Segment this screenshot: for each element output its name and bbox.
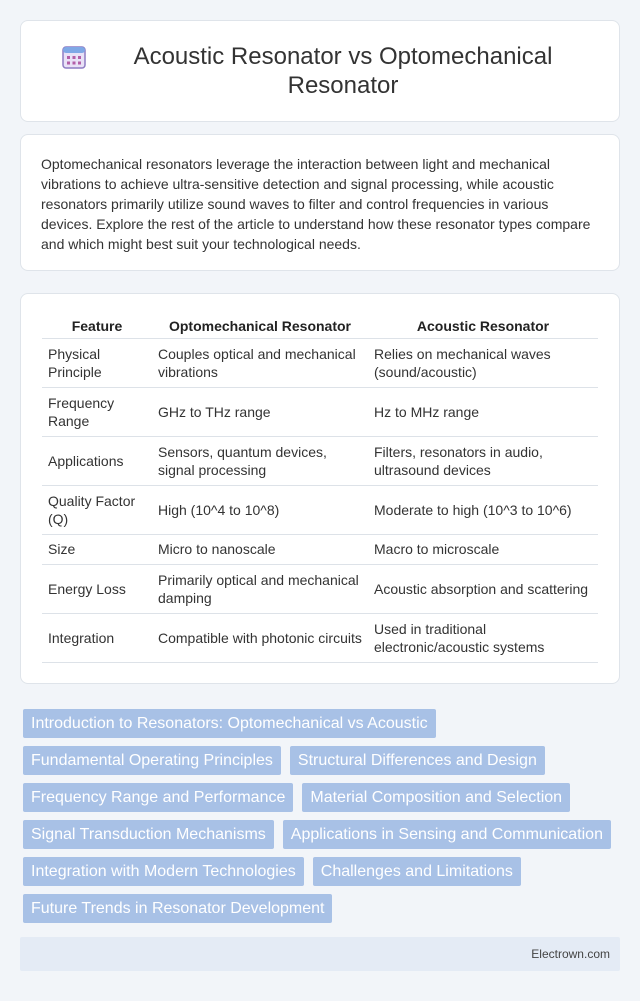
- table-row: [42, 387, 598, 436]
- table-cell: Physical Principle: [42, 338, 152, 387]
- table-row: [42, 485, 598, 534]
- table-cell: Applications: [42, 436, 152, 485]
- comparison-table-card: [20, 293, 620, 684]
- table-cell: Moderate to high (10^3 to 10^6): [368, 485, 598, 534]
- table-cell: Integration: [42, 613, 152, 662]
- page-title: Acoustic Resonator vs Optomechanical Resonator: [133, 43, 553, 99]
- header-acoustic: Acoustic Resonator: [368, 314, 598, 338]
- comparison-table: [42, 314, 598, 663]
- topic-tag[interactable]: Signal Transduction Mechanisms: [23, 820, 274, 849]
- table-cell: Relies on mechanical waves (sound/acoustic): [368, 338, 598, 387]
- table-row: [42, 534, 598, 564]
- footer: [20, 937, 620, 971]
- topic-tag[interactable]: Material Composition and Selection: [302, 783, 570, 812]
- calendar-grid-icon: [61, 44, 87, 70]
- table-cell: Quality Factor (Q): [42, 485, 152, 534]
- table-row: [42, 564, 598, 613]
- table-cell: Primarily optical and mechanical damping: [152, 564, 368, 613]
- table-cell: Micro to nanoscale: [152, 534, 368, 564]
- table-cell: Sensors, quantum devices, signal processing: [152, 436, 368, 485]
- table-cell: Hz to MHz range: [368, 387, 598, 436]
- topic-tag[interactable]: Structural Differences and Design: [290, 746, 545, 775]
- header-feature: Feature: [42, 314, 152, 338]
- table-header-row: [42, 314, 598, 338]
- tag-row: [23, 820, 620, 849]
- footer-source[interactable]: Electrown.com: [531, 947, 610, 961]
- table-cell: Couples optical and mechanical vibrations: [152, 338, 368, 387]
- topic-tag[interactable]: Fundamental Operating Principles: [23, 746, 281, 775]
- topic-tag[interactable]: Applications in Sensing and Communication: [283, 820, 611, 849]
- table-row: [42, 436, 598, 485]
- table-cell: Energy Loss: [42, 564, 152, 613]
- table-cell: Compatible with photonic circuits: [152, 613, 368, 662]
- intro-paragraph: Optomechanical resonators leverage the interaction between light and mechanical vibrations to achieve ultra-sensitive detection and signal processing, while acoustic resonators primarily utilize sound waves to filter and control frequencies in various devices. Explore the rest of the article to understand how these resonator types compare and which might best suit your technological needs.: [41, 156, 591, 252]
- header-optomechanical: Optomechanical Resonator: [152, 314, 368, 338]
- table-cell: Frequency Range: [42, 387, 152, 436]
- tag-row: [23, 783, 620, 812]
- title-wrap: [61, 42, 579, 100]
- table-row: [42, 338, 598, 387]
- intro-card: [20, 134, 620, 271]
- table-cell: Size: [42, 534, 152, 564]
- topic-tag[interactable]: Integration with Modern Technologies: [23, 857, 304, 886]
- title-card: [20, 20, 620, 122]
- topic-tag[interactable]: Frequency Range and Performance: [23, 783, 293, 812]
- table-cell: GHz to THz range: [152, 387, 368, 436]
- table-row: [42, 613, 598, 662]
- table-cell: Acoustic absorption and scattering: [368, 564, 598, 613]
- tag-row: [23, 746, 620, 775]
- tag-row: [23, 709, 620, 738]
- topic-tag[interactable]: Challenges and Limitations: [313, 857, 521, 886]
- topic-tag[interactable]: Future Trends in Resonator Development: [23, 894, 332, 923]
- tag-row: [23, 857, 620, 886]
- topic-tags: [23, 709, 620, 931]
- table-cell: Used in traditional electronic/acoustic systems: [368, 613, 598, 662]
- tag-row: [23, 894, 620, 923]
- table-cell: High (10^4 to 10^8): [152, 485, 368, 534]
- table-cell: Macro to microscale: [368, 534, 598, 564]
- table-cell: Filters, resonators in audio, ultrasound devices: [368, 436, 598, 485]
- topic-tag[interactable]: Introduction to Resonators: Optomechanical vs Acoustic: [23, 709, 436, 738]
